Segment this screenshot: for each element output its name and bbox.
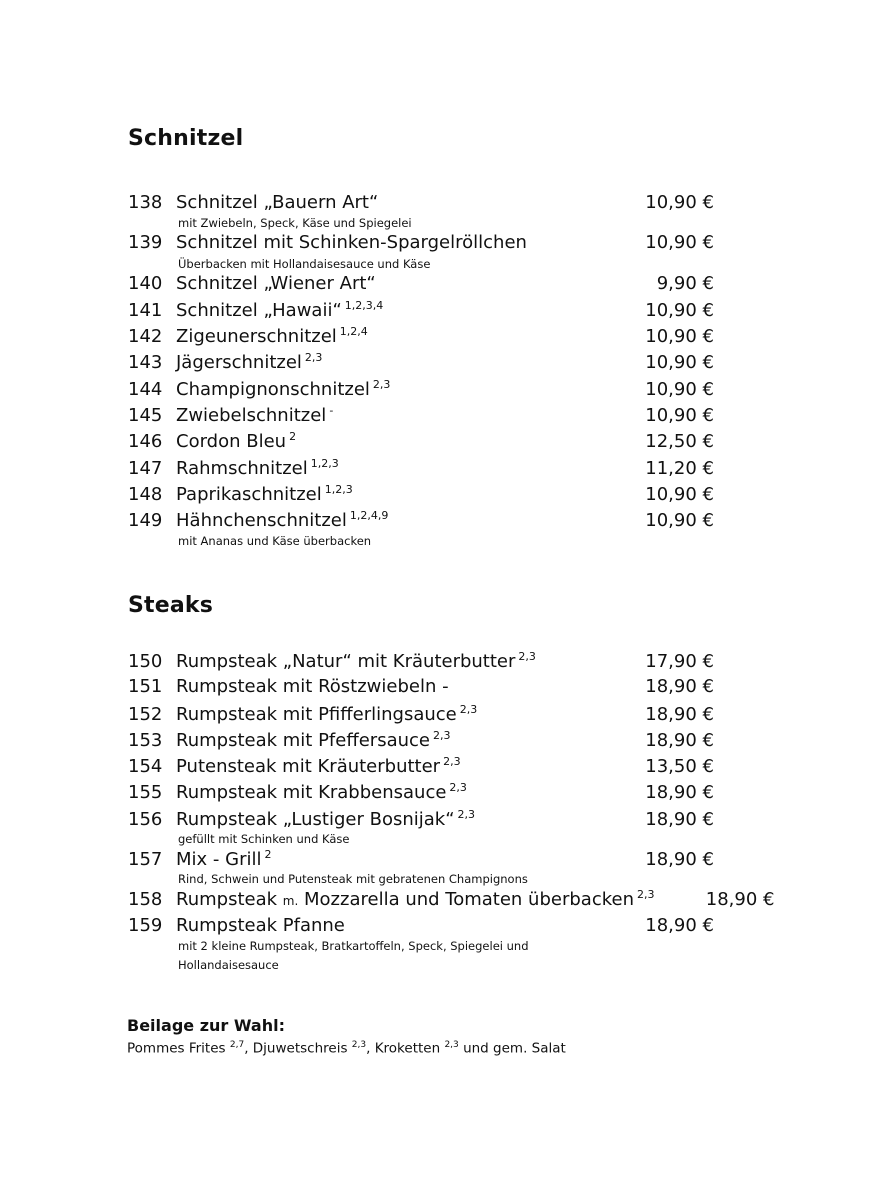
- item-name: [176, 755, 594, 777]
- item-price: 18,90 €: [705, 889, 775, 911]
- allergen-codes: 1,2,4: [339, 325, 368, 339]
- item-name: [176, 703, 594, 725]
- item-description: Rind, Schwein und Putensteak mit gebratenen Champignons: [178, 872, 528, 887]
- item-name-text: Cordon Bleu: [176, 431, 287, 453]
- allergen-codes: 2,3: [444, 1040, 459, 1050]
- item-number: 140: [128, 272, 163, 294]
- item-price: 18,90 €: [645, 703, 714, 725]
- item-name: [176, 808, 594, 830]
- side-option-text: Pommes Frites: [127, 1040, 226, 1057]
- item-price: 18,90 €: [645, 782, 714, 804]
- allergen-codes: 1,2,3,4: [344, 298, 384, 312]
- section-title-steaks: Steaks: [128, 593, 214, 618]
- item-price: 10,90 €: [645, 405, 714, 427]
- item-name: [176, 729, 594, 751]
- menu-item: [128, 729, 718, 755]
- item-price: 18,90 €: [645, 808, 714, 830]
- steaks-list: [128, 650, 775, 974]
- allergen-codes: 2,3: [443, 755, 461, 769]
- menu-item: [128, 703, 718, 729]
- item-price: 18,90 €: [645, 729, 714, 751]
- item-name-text: Champignonschnitzel: [176, 378, 370, 400]
- side-option-text: , Kroketten: [366, 1040, 441, 1057]
- item-name-text: Rumpsteak: [176, 889, 278, 911]
- allergen-codes: 1,2,3: [310, 456, 339, 470]
- menu-item: [128, 457, 718, 483]
- item-name: [176, 325, 594, 347]
- item-description: gefüllt mit Schinken und Käse: [178, 832, 350, 847]
- item-price: 12,50 €: [645, 431, 714, 453]
- side-dish-options: [127, 1040, 566, 1057]
- item-price: 18,90 €: [645, 914, 714, 936]
- menu-item: [128, 325, 718, 351]
- menu-item: [128, 755, 718, 781]
- item-name-text: Mozzarella und Tomaten überbacken: [304, 889, 634, 911]
- allergen-codes: 2,3: [372, 377, 391, 391]
- item-price: 18,90 €: [645, 676, 714, 698]
- item-name: [176, 650, 594, 672]
- item-price: 10,90 €: [645, 192, 714, 213]
- item-price: 17,90 €: [645, 651, 714, 672]
- item-number: 149: [128, 510, 163, 532]
- item-number: 141: [128, 299, 163, 321]
- item-name: [176, 509, 594, 531]
- menu-item: [128, 232, 718, 273]
- allergen-codes: 2,3: [304, 351, 323, 365]
- item-name: [176, 915, 594, 936]
- item-number: 151: [128, 676, 163, 698]
- item-name-text: Rumpsteak mit Krabbensauce: [176, 782, 447, 804]
- item-description: [128, 937, 718, 975]
- side-dish-title: Beilage zur Wahl:: [127, 1016, 285, 1035]
- item-number: 157: [128, 849, 163, 871]
- item-price: 10,90 €: [645, 483, 714, 505]
- allergen-codes: 2,3: [636, 888, 655, 902]
- allergen-codes: 1,2,4,9: [349, 509, 389, 523]
- item-number: 148: [128, 483, 163, 505]
- item-number: 155: [128, 782, 163, 804]
- item-description: Überbacken mit Hollandaisesauce und Käse: [178, 256, 431, 271]
- item-price: 10,90 €: [645, 299, 714, 321]
- item-name-text: Rahmschnitzel: [176, 457, 308, 479]
- allergen-codes: 2,3: [518, 650, 536, 663]
- item-name: [176, 483, 594, 505]
- item-name-text: Schnitzel „Bauern Art“: [176, 192, 379, 213]
- item-name-text: Paprikaschnitzel: [176, 483, 322, 505]
- item-number: 158: [128, 889, 163, 911]
- item-price: 10,90 €: [645, 352, 714, 374]
- item-name: [176, 232, 594, 253]
- item-number: 138: [128, 192, 163, 213]
- item-name-text: Mix - Grill: [176, 849, 262, 871]
- item-name-text: Putensteak mit Kräuterbutter: [176, 756, 441, 778]
- item-number: 156: [128, 808, 163, 830]
- menu-item: [128, 915, 718, 975]
- item-name: [176, 676, 594, 697]
- item-name-text: Rumpsteak „Natur“ mit Kräuterbutter: [176, 651, 516, 672]
- allergen-codes: 2,3: [351, 1040, 367, 1050]
- item-name: [176, 351, 594, 373]
- item-name-text: Schnitzel mit Schinken-Spargelröllchen: [176, 232, 527, 254]
- item-name-text: Rumpsteak „Lustiger Bosnijak“: [176, 808, 455, 830]
- item-number: 139: [128, 232, 163, 254]
- item-description-line: mit 2 kleine Rumpsteak, Bratkartoffeln, Speck, Spiegelei und: [178, 938, 529, 953]
- side-option-text: und gem. Salat: [458, 1040, 566, 1057]
- allergen-codes: 2,3: [449, 781, 467, 795]
- allergen-codes: 2,3: [459, 702, 478, 716]
- menu-item: [128, 192, 718, 233]
- item-number: 153: [128, 729, 163, 751]
- menu-item: [128, 888, 775, 914]
- item-price: 9,90 €: [656, 272, 714, 294]
- allergen-codes: 2: [264, 848, 272, 862]
- item-name-text: Hähnchenschnitzel: [176, 510, 347, 532]
- item-name: [176, 457, 594, 479]
- item-name-abbrev: m.: [282, 894, 299, 909]
- item-name-text: Rumpsteak Pfanne: [176, 914, 345, 936]
- schnitzel-list: [128, 192, 718, 550]
- item-name-text: Zwiebelschnitzel: [176, 405, 327, 427]
- item-number: 154: [128, 756, 163, 778]
- menu-item: [128, 430, 718, 456]
- item-name: [176, 192, 594, 213]
- item-price: 10,90 €: [645, 232, 714, 254]
- menu-item: [128, 404, 718, 430]
- item-name-text: Rumpsteak mit Pfeffersauce: [176, 729, 430, 751]
- item-number: 150: [128, 651, 163, 672]
- section-title-schnitzel: Schnitzel: [128, 126, 244, 151]
- menu-item: [128, 509, 718, 550]
- item-name-text: Rumpsteak mit Pfifferlingsauce: [176, 703, 457, 725]
- item-price: 10,90 €: [645, 378, 714, 400]
- allergen-codes: 2,7: [229, 1040, 245, 1050]
- menu-item: [128, 483, 718, 509]
- item-number: 142: [128, 326, 163, 348]
- item-name-text: Rumpsteak mit Röstzwiebeln -: [176, 676, 449, 698]
- menu-item: [128, 808, 718, 849]
- item-name: [176, 781, 594, 803]
- item-name: [176, 404, 594, 426]
- menu-item: [128, 650, 718, 676]
- item-description: mit Zwiebeln, Speck, Käse und Spiegelei: [178, 216, 412, 231]
- menu-item: [128, 273, 718, 299]
- item-price: 18,90 €: [645, 849, 714, 871]
- side-option-text: , Djuwetschreis: [244, 1040, 348, 1057]
- allergen-codes: 2: [289, 430, 297, 444]
- menu-item: [128, 351, 718, 377]
- item-number: 144: [128, 378, 163, 400]
- item-name: [176, 888, 654, 910]
- item-name: [176, 299, 594, 321]
- allergen-codes: 2,3: [457, 807, 476, 821]
- menu-item: [128, 848, 718, 889]
- allergen-codes: -: [329, 404, 334, 418]
- menu-item: [128, 676, 718, 702]
- item-description: mit Ananas und Käse überbacken: [178, 533, 372, 548]
- menu-item: [128, 378, 718, 404]
- item-price: 10,90 €: [645, 510, 714, 532]
- item-description-line: Hollandaisesauce: [178, 957, 279, 972]
- item-name-text: Jägerschnitzel: [176, 352, 302, 374]
- menu-item: [128, 781, 718, 807]
- item-price: 11,20 €: [645, 457, 714, 479]
- allergen-codes: 2,3: [433, 728, 451, 742]
- item-name: [176, 430, 594, 452]
- item-name: [176, 273, 594, 294]
- menu-item: [128, 299, 718, 325]
- item-name: [176, 378, 594, 400]
- item-number: 145: [128, 405, 163, 427]
- item-price: 13,50 €: [645, 756, 714, 778]
- item-number: 159: [128, 914, 163, 936]
- item-name: [176, 848, 594, 870]
- allergen-codes: 1,2,3: [324, 482, 353, 496]
- item-number: 146: [128, 431, 163, 453]
- item-number: 143: [128, 352, 163, 374]
- side-dish-section: [127, 1016, 566, 1057]
- item-number: 152: [128, 703, 163, 725]
- item-name-text: Zigeunerschnitzel: [176, 326, 337, 348]
- item-name-text: Schnitzel „Hawaii“: [176, 299, 342, 321]
- item-name-text: Schnitzel „Wiener Art“: [176, 272, 376, 294]
- item-price: 10,90 €: [645, 326, 714, 348]
- item-number: 147: [128, 457, 163, 479]
